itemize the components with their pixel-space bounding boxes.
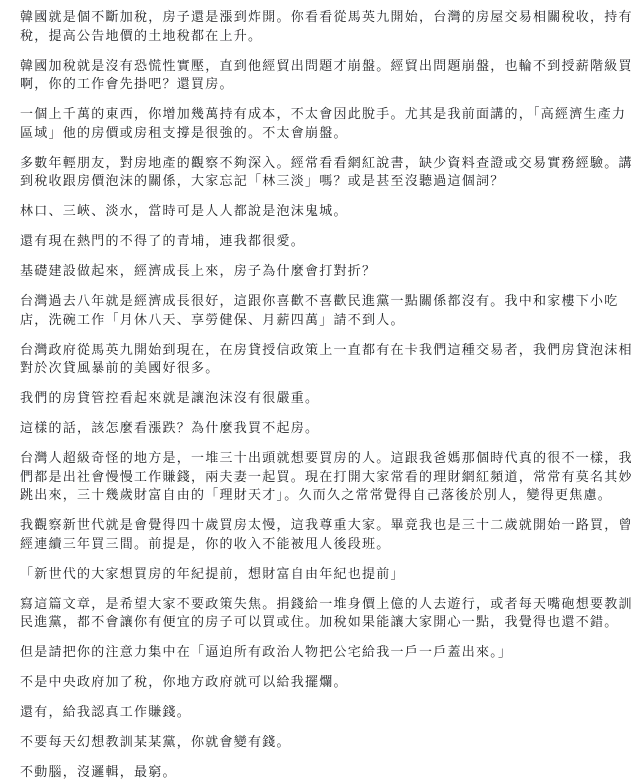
post-paragraph: 韓國就是個不斷加稅，房子還是漲到炸開。你看看從馬英九開始，台灣的房屋交易相關稅收，持有稅，提高公告地價的土地稅都在上升。 (20, 10, 633, 44)
post-paragraph: 不動腦，沒邏輯，最窮。 (20, 765, 177, 780)
post-paragraph: 我觀察新世代就是會覺得四十歲買房太慢，這我尊重大家。畢竟我也是三十二歲就開始一路買，曾經連續三年買三間。前提是，你的收入不能被甩人後段班。 (20, 518, 633, 552)
post-paragraph: 不是中央政府加了稅，你地方政府就可以給我擺爛。 (20, 675, 348, 690)
post-paragraph: 不要每天幻想教訓某某黨，你就會變有錢。 (20, 735, 291, 750)
post-paragraph: 韓國加稅就是沒有恐慌性實壓，直到他經貿出問題才崩盤。經貿出問題崩盤，也輪不到授薪階級買啊，你的工作會先掛吧？還買房。 (20, 58, 633, 92)
post-paragraph: 還有，給我認真工作賺錢。 (20, 705, 192, 720)
post-paragraph: 基礎建設做起來，經濟成長上來，房子為什麼會打對折？ (20, 264, 377, 279)
post-paragraph: 寫這篇文章，是希望大家不要政策失焦。捐錢給一堆身價上億的人去遊行，或者每天嘴砲想要教訓民進黨，都不會讓你有便宜的房子可以買或住。加稅如果能讓大家開心一點，我覺得也還不錯。 (20, 596, 633, 630)
post-paragraph: 我們的房貸管控看起來就是讓泡沫沒有很嚴重。 (20, 391, 320, 406)
post-paragraph: 這樣的話，該怎麼看漲跌？為什麼我買不起房。 (20, 421, 320, 436)
post-paragraph: 但是請把你的注意力集中在「逼迫所有政治人物把公宅給我一戶一戶蓋出來。」 (20, 645, 513, 660)
post-paragraph: 還有現在熱門的不得了的青埔，連我都很愛。 (20, 234, 306, 249)
post-paragraph: 台灣人超級奇怪的地方是，一堆三十出頭就想要買房的人。這跟我爸媽那個時代真的很不一樣，我們都是出社會慢慢工作賺錢，兩夫妻一起買。現在打開大家常看的理財網紅頻道，常常有莫名其妙跳出來，三十幾歲財富自由的「理財天才」。久而久之常常覺得自己落後於別人，變得更焦慮。 (20, 451, 633, 503)
post-paragraph: 林口、三峽、淡水，當時可是人人都說是泡沫鬼城。 (20, 204, 348, 219)
post-paragraph: 多數年輕朋友，對房地產的觀察不夠深入。經常看看網紅說書，缺少資料查證或交易實務經驗。講到稅收跟房價泡沫的關係，大家忘記「林三淡」嗎？或是甚至沒聽過這個詞？ (20, 155, 633, 189)
post-paragraph: 「新世代的大家想買房的年紀提前，想財富自由年紀也提前」 (20, 566, 405, 582)
post-paragraph: 台灣政府從馬英九開始到現在，在房貸授信政策上一直都有在卡我們這種交易者，我們房貸泡沫相對於次貸風暴前的美國好很多。 (20, 342, 633, 376)
post-paragraph: 一個上千萬的東西，你增加幾萬持有成本，不太會因此脫手。尤其是我前面講的，「高經濟生產力區域」他的房價或房租支撐是很強的。不太會崩盤。 (20, 107, 627, 141)
post-paragraph: 台灣過去八年就是經濟成長很好，這跟你喜歡不喜歡民進黨一點關係都沒有。我中和家樓下小吃店，洗碗工作「月休八天、享勞健保、月薪四萬」請不到人。 (20, 294, 619, 328)
